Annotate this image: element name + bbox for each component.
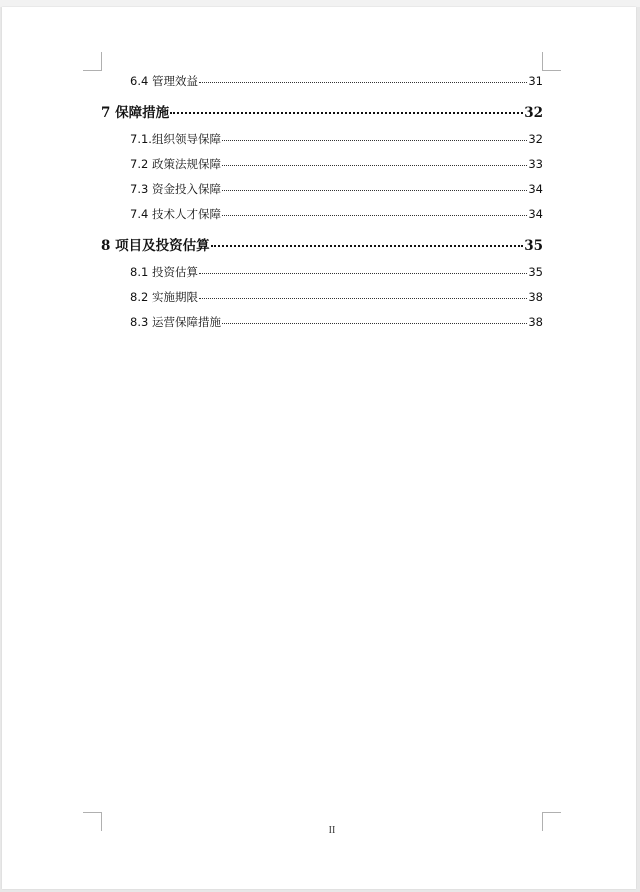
toc-entry-label: 8 项目及投资估算 [101,238,210,254]
toc-entry[interactable] [130,156,543,172]
toc-entry-label: 6.4 管理效益 [130,74,198,88]
toc-entry-page: 32 [524,105,543,121]
toc-entry[interactable] [130,289,543,305]
toc-chapter-entry[interactable] [101,234,543,254]
toc-entry-page: 31 [528,74,543,88]
toc-chapter-entry[interactable] [101,101,543,121]
toc-dot-leader [222,190,527,191]
toc-entry-label: 7.4 技术人才保障 [130,207,221,221]
toc-dot-leader [222,323,527,324]
toc-entry-page: 38 [528,290,543,304]
toc-entry-page: 38 [528,315,543,329]
toc-entry-label: 7.3 资金投入保障 [130,182,221,196]
document-page [2,7,636,889]
toc-entry-page: 32 [528,132,543,146]
toc-entry[interactable] [130,264,543,280]
toc-entry-page: 35 [528,265,543,279]
toc-entry-label: 8.1 投资估算 [130,265,198,279]
toc-entry[interactable] [130,131,543,147]
toc-entry-page: 33 [528,157,543,171]
toc-entry-page: 34 [528,182,543,196]
toc-entry-label: 7.2 政策法规保障 [130,157,221,171]
toc-dot-leader [222,165,527,166]
toc-dot-leader [211,245,524,247]
toc-dot-leader [222,215,527,216]
toc-dot-leader [170,112,523,114]
toc-entry[interactable] [130,314,543,330]
toc-entry[interactable] [130,206,543,222]
toc-entry-label: 8.3 运营保障措施 [130,315,221,329]
toc-dot-leader [199,82,527,83]
page-number: II [328,825,336,836]
crop-mark-top-left [83,52,102,71]
toc-dot-leader [199,298,527,299]
crop-mark-bottom-right [542,812,561,831]
toc-entry[interactable] [130,181,543,197]
toc-entry-label: 7 保障措施 [101,105,170,121]
window-top-bar [0,0,640,7]
toc-dot-leader [199,273,527,274]
crop-mark-bottom-left [83,812,102,831]
toc-entry[interactable] [130,73,543,89]
toc-entry-page: 35 [524,238,543,254]
toc-entry-page: 34 [528,207,543,221]
crop-mark-top-right [542,52,561,71]
toc-dot-leader [222,140,527,141]
toc-entry-label: 7.1.组织领导保障 [130,132,221,146]
toc-entry-label: 8.2 实施期限 [130,290,198,304]
